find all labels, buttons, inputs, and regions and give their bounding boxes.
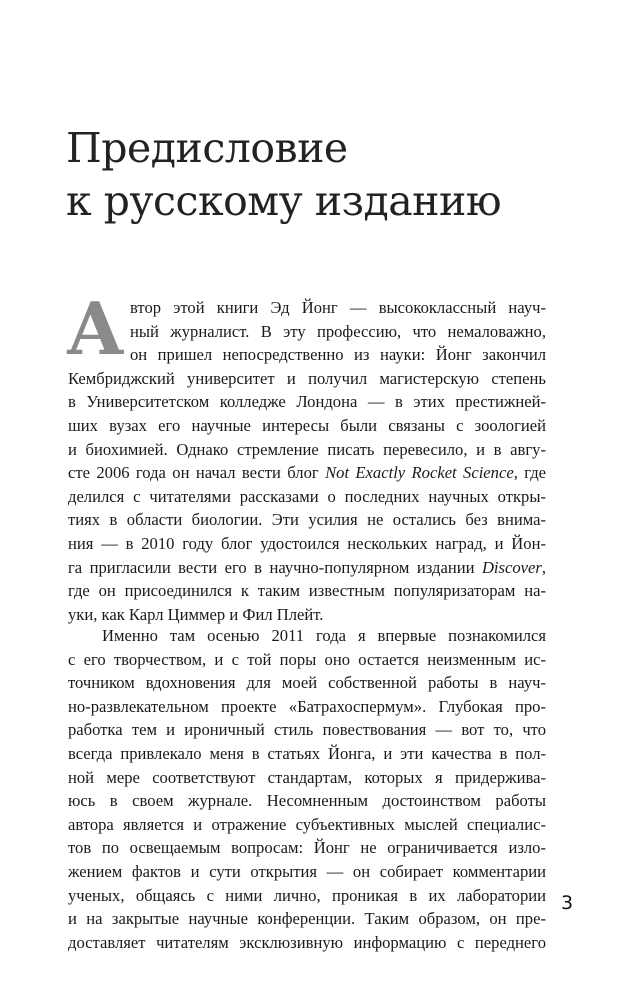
text-line: втор этой книги Эд Йонг — высококлассный науч- [130, 298, 546, 317]
text-line: он пришел непосредственно из науки: Йонг закончил [130, 345, 546, 365]
blog-name: Not Exactly Rocket Science, [325, 463, 518, 483]
text-line: и биохимией. Однако стремление писать перевесило, и в авгу- [68, 439, 546, 459]
text-fragment: где [517, 463, 547, 483]
text-line-with-magazine [68, 556, 546, 580]
text-line: всегда привлекало меня в статьях Йонга, и эти качества в пол- [68, 743, 546, 763]
text-line: в Университетском колледже Лондона — в этих престижней- [68, 392, 546, 412]
text-fragment: , [541, 557, 546, 577]
chapter-title [66, 122, 546, 228]
text-line: и на закрытые научные конференции. Таким образом, он пре- [68, 909, 546, 929]
text-line: Именно там осенью 2011 года я впервые познакомился [102, 626, 546, 645]
paragraph-2 [68, 624, 546, 954]
drop-cap: А [66, 286, 125, 371]
text-line: ших вузах его научные интересы были связаны с зоологией [68, 415, 546, 435]
page-number: 3 [561, 892, 574, 914]
text-line: тиях в области биологии. Эти усилия не остались без внима- [68, 510, 546, 530]
text-line: работка тем и ироничный стиль повествования — вот то, что [68, 720, 546, 740]
text-line: но-развлекательном проекте «Батрахоспермум». Глубокая про- [68, 696, 546, 716]
text-line: с его творчеством, и с той поры оно остается неизменным ис- [68, 649, 546, 669]
text-line: делился с читателями рассказами о последних научных откры- [68, 486, 546, 506]
paragraph-1 [66, 286, 547, 626]
text-line: тов по освещаемым вопросам: Йонг не ограничивается изло- [68, 838, 546, 858]
text-line: Кембриджский университет и получил магистерскую степень [68, 368, 546, 388]
text-line: точником вдохновения для моей собственной работы в науч- [68, 673, 546, 693]
text-line: уки, как Карл Циммер и Фил Плейт. [68, 604, 324, 624]
magazine-name: Discover [481, 557, 542, 577]
text-fragment: сте 2006 года он начал вести блог [68, 463, 319, 483]
text-line: где он присоединился к таким известным популяризаторам на- [68, 581, 546, 601]
text-line: автора является и отражение субъективных мыслей специалис- [68, 814, 546, 834]
text-line: юсь в своем журнале. Несомненным достоинством работы [68, 791, 546, 811]
text-line: ния — в 2010 году блог удостоился нескольких наград, и Йон- [68, 533, 546, 553]
text-line: ной мере соответствуют стандартам, которых я придержива- [68, 767, 546, 787]
text-line: доставляет читателям эксклюзивную информацию с переднего [68, 932, 546, 952]
chapter-title-line-1: Предисловие [66, 124, 348, 172]
chapter-title-line-2: к русскому изданию [66, 177, 502, 225]
text-fragment: га пригласили вести его в научно-популярном издании [68, 557, 475, 577]
text-line: ученых, общаясь с ними лично, проникая в их лаборатории [68, 885, 546, 905]
text-line: жением фактов и сути открытия — он собирает комментарии [68, 861, 546, 881]
text-line-with-blog [68, 461, 546, 485]
text-line: ный журналист. В эту профессию, что немаловажно, [130, 321, 546, 341]
